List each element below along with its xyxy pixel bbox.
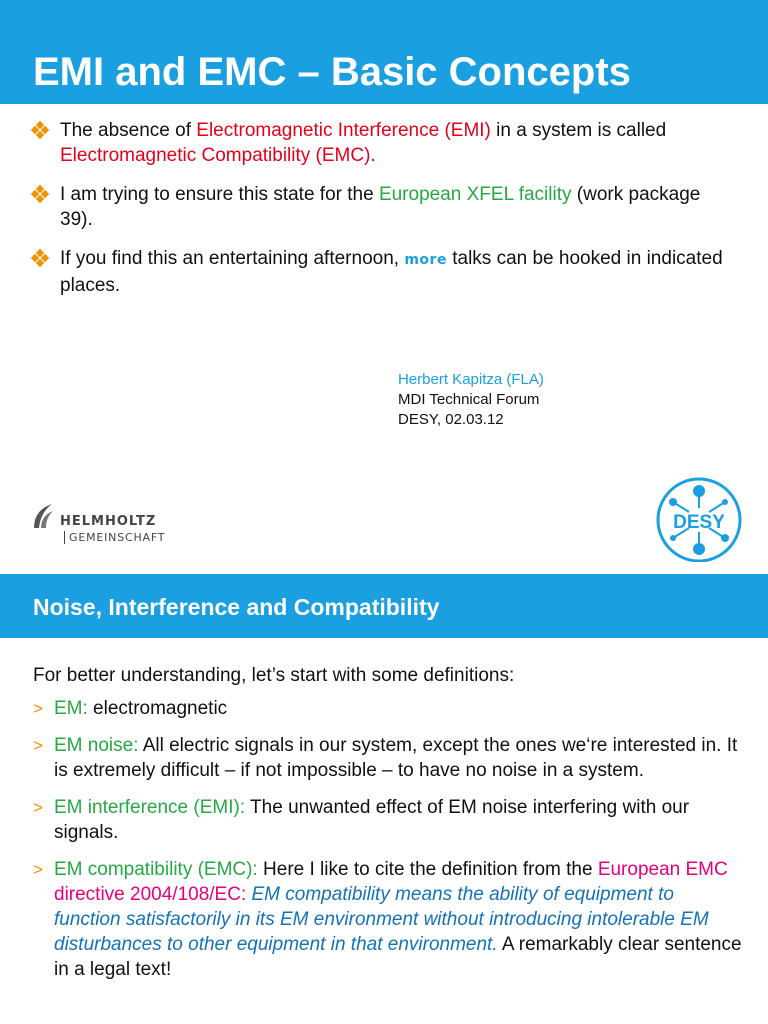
definition-item [33, 857, 743, 982]
slide-title: EMI and EMC – Basic Concepts [33, 50, 631, 94]
definition-text: The unwanted effect of EM noise interfering with our signals. [54, 797, 690, 843]
slide-separator [0, 562, 768, 574]
definition-text: A remarkably clear sentence in a legal text! [54, 934, 742, 980]
directive-source: European EMC directive 2004/108/EC: [54, 859, 728, 905]
chevron-bullet-icon: > [33, 699, 43, 718]
definition-term: EM: [54, 698, 88, 719]
diamond-bullet-icon [32, 186, 48, 202]
bullet-text: in a system is called [490, 120, 667, 141]
place-date: DESY, 02.03.12 [398, 411, 504, 428]
bullet-text: If you find this an entertaining afternoon, [60, 248, 405, 269]
chevron-bullet-icon: > [33, 736, 43, 755]
event-name: MDI Technical Forum [398, 391, 540, 408]
emi-term: Electromagnetic Interference (EMI) [196, 120, 491, 141]
diamond-bullet-icon [32, 250, 48, 266]
author-name: Herbert Kapitza (FLA) [398, 371, 544, 388]
bullet-text: talks can be hooked in indicated places. [60, 248, 723, 296]
slide-2 [0, 574, 768, 1024]
bullet-item [32, 246, 732, 298]
intro-text: For better understanding, let’s start with some definitions: [33, 665, 515, 686]
bullet-list [32, 118, 732, 312]
diamond-bullet-icon [32, 122, 48, 138]
desy-logo [655, 476, 743, 562]
definition-item [33, 696, 743, 721]
xfel-term: European XFEL facility [378, 184, 572, 205]
desy-text: DESY [673, 512, 725, 533]
chevron-bullet-icon: > [33, 798, 43, 817]
definition-term: EM noise: [54, 735, 139, 756]
emc-term: Electromagnetic Compatibility (EMC). [60, 145, 376, 166]
bullet-item [32, 182, 732, 232]
helmholtz-logo [30, 498, 210, 553]
chevron-bullet-icon: > [33, 860, 43, 879]
definition-list [33, 696, 743, 994]
definition-text: electromagnetic [87, 698, 228, 719]
definition-item [33, 795, 743, 845]
slide-title: Noise, Interference and Compatibility [33, 594, 440, 620]
helmholtz-mark-icon [30, 500, 54, 530]
helmholtz-sub: GEMEINSCHAFT [64, 531, 165, 544]
bullet-text: The absence of [60, 120, 197, 141]
helmholtz-name: HELMHOLTZ [60, 514, 157, 529]
definition-term: EM interference (EMI): [54, 797, 246, 818]
definition-text: Here I like to cite the definition from the [257, 859, 598, 880]
definition-term: EM compatibility (EMC): [54, 859, 258, 880]
definition-item [33, 733, 743, 783]
more-link[interactable]: more [404, 252, 447, 268]
author-block [398, 370, 544, 430]
definition-text: All electric signals in our system, except the ones we‘re interested in. It is extremely difficult – if not impossible – to have no noise in a system. [54, 735, 738, 781]
bullet-text: I am trying to ensure this state for the [60, 184, 379, 205]
bullet-text: (work package 39). [60, 184, 701, 230]
directive-quote: EM compatibility means the ability of equipment to function satisfactorily in its EM environment without introducing intolerable EM disturbances to other equipment in that environment. [54, 884, 709, 955]
bullet-item [32, 118, 732, 168]
